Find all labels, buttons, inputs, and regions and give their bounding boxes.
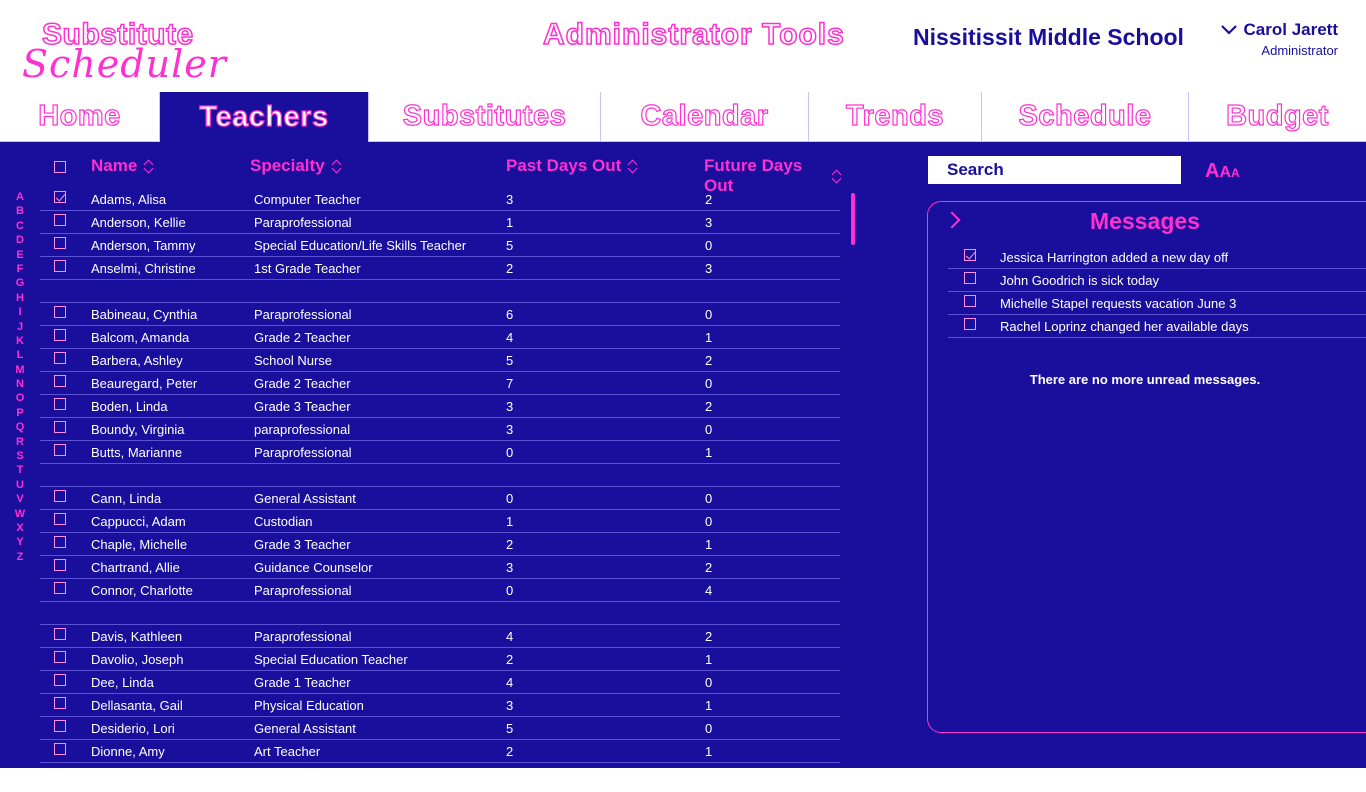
alphabet-letter[interactable]: P [16,406,24,419]
cell-name: Anderson, Tammy [91,238,196,253]
sort-icon [331,158,341,174]
message-checkbox[interactable] [964,318,976,330]
school-name: Nissitissit Middle School [913,24,1184,50]
user-menu[interactable] [1178,20,1338,58]
cell-future: 1 [705,652,713,667]
cell-name: Davolio, Joseph [91,652,184,667]
alphabet-letter[interactable]: G [15,277,25,290]
cell-past: 3 [506,560,514,575]
table-row[interactable] [40,349,840,372]
header [0,0,1366,92]
logo-top-text: Substitute [42,18,194,51]
cell-future: 0 [705,514,713,529]
font-size-small[interactable]: A [1231,166,1240,180]
cell-name: Cann, Linda [91,491,162,506]
cell-past: 5 [506,721,514,736]
column-header-name[interactable] [91,156,153,176]
cell-specialty: Computer Teacher [254,192,361,207]
cell-future: 0 [705,675,713,690]
row-checkbox[interactable] [54,651,66,663]
cell-past: 6 [506,307,514,322]
messages-list [948,246,1366,338]
cell-specialty: Paraprofessional [254,629,352,644]
table-row[interactable] [40,648,840,671]
cell-past: 2 [506,537,514,552]
table-row[interactable] [40,395,840,418]
main-nav [0,92,1366,142]
tab-budget[interactable]: Budget [1189,92,1366,142]
row-checkbox[interactable] [54,490,66,502]
cell-future: 1 [705,330,713,345]
table-row[interactable] [40,694,840,717]
row-checkbox[interactable] [54,674,66,686]
cell-specialty: Paraprofessional [254,583,352,598]
messages-panel [927,201,1366,733]
column-header-label: Name [91,156,138,175]
alphabet-letter[interactable]: V [16,493,24,506]
message-text: Michelle Stapel requests vacation June 3 [1000,296,1237,311]
cell-name: Dee, Linda [91,675,154,690]
cell-future: 0 [705,721,713,736]
cell-past: 0 [506,445,514,460]
cell-specialty: General Assistant [254,491,356,506]
cell-future: 2 [705,560,713,575]
cell-future: 1 [705,537,713,552]
cell-past: 1 [506,215,514,230]
alphabet-letter[interactable]: H [16,291,24,304]
cell-future: 1 [705,445,713,460]
cell-future: 0 [705,376,713,391]
cell-name: Dellasanta, Gail [91,698,183,713]
alphabet-letter[interactable]: A [16,191,24,203]
row-checkbox[interactable] [54,697,66,709]
row-checkbox[interactable] [54,536,66,548]
cell-future: 0 [705,307,713,322]
table-row[interactable] [40,740,840,763]
select-all-checkbox[interactable] [54,161,66,173]
cell-specialty: Special Education Teacher [254,652,408,667]
cell-name: Boundy, Virginia [91,422,185,437]
cell-specialty: Physical Education [254,698,364,713]
cell-name: Connor, Charlotte [91,583,193,598]
cell-future: 3 [705,215,713,230]
cell-past: 3 [506,422,514,437]
cell-name: Anselmi, Christine [91,261,196,276]
alphabet-letter[interactable]: T [16,464,24,477]
user-name: Carol Jarett [1243,20,1338,39]
cell-name: Cappucci, Adam [91,514,186,529]
alphabet-index [12,190,28,564]
row-checkbox[interactable] [54,743,66,755]
cell-past: 5 [506,353,514,368]
cell-specialty: Grade 3 Teacher [254,537,351,552]
row-checkbox[interactable] [54,329,66,341]
row-checkbox[interactable] [54,444,66,456]
cell-past: 3 [506,192,514,207]
message-text: Rachel Loprinz changed her available days [1000,319,1249,334]
cell-past: 1 [506,514,514,529]
cell-future: 2 [705,629,713,644]
cell-future: 0 [705,238,713,253]
alphabet-letter[interactable]: C [16,219,24,232]
row-checkbox[interactable] [54,421,66,433]
cell-future: 1 [705,744,713,759]
alphabet-letter[interactable]: R [16,435,24,448]
alphabet-letter[interactable]: X [16,521,24,534]
row-checkbox[interactable] [54,720,66,732]
alphabet-letter[interactable]: L [16,349,24,362]
alphabet-letter[interactable]: Z [16,550,24,563]
cell-name: Desiderio, Lori [91,721,175,736]
row-checkbox[interactable] [54,559,66,571]
cell-past: 2 [506,261,514,276]
cell-name: Anderson, Kellie [91,215,186,230]
alphabet-letter[interactable]: W [14,507,26,520]
column-header-label: Future Days Out [704,156,803,195]
table-row-spacer [40,602,840,625]
table-row[interactable] [40,487,840,510]
sort-icon [627,158,637,174]
row-checkbox[interactable] [54,582,66,594]
message-item[interactable] [948,246,1366,269]
cell-specialty: Grade 3 Teacher [254,399,351,414]
table-body [40,188,840,763]
tab-calendar[interactable]: Calendar [601,92,809,142]
cell-specialty: General Assistant [254,721,356,736]
cell-past: 4 [506,675,514,690]
message-item[interactable] [948,269,1366,292]
cell-specialty: Special Education/Life Skills Teacher [254,238,467,253]
table-row-spacer [40,280,840,303]
sort-icon [143,158,153,174]
font-size-large[interactable]: A [1205,160,1220,182]
cell-specialty: Custodian [254,514,313,529]
table-row[interactable] [40,533,840,556]
alphabet-letter[interactable]: Y [16,536,24,549]
search-input[interactable] [928,156,1181,184]
row-checkbox[interactable] [54,513,66,525]
table-row-spacer [40,464,840,487]
row-checkbox[interactable] [54,306,66,318]
footer-strip [0,768,1366,792]
cell-specialty: 1st Grade Teacher [254,261,361,276]
cell-specialty: Guidance Counselor [254,560,373,575]
table-scrollbar[interactable] [851,193,855,245]
table-row[interactable] [40,372,840,395]
cell-name: Barbera, Ashley [91,353,183,368]
table-row[interactable] [40,579,840,602]
cell-past: 4 [506,330,514,345]
cell-past: 5 [506,238,514,253]
tab-home[interactable]: Home [0,92,160,142]
cell-future: 4 [705,583,713,598]
user-role: Administrator [1261,43,1338,58]
alphabet-letter[interactable]: K [16,334,24,347]
tab-trends[interactable]: Trends [809,92,982,142]
teachers-table [40,154,840,759]
table-header [40,154,840,195]
table-row[interactable] [40,625,840,648]
page-title: Administrator Tools [543,18,845,51]
alphabet-letter[interactable]: N [16,378,24,391]
tab-schedule[interactable]: Schedule [982,92,1189,142]
cell-specialty: Grade 2 Teacher [254,376,351,391]
alphabet-letter[interactable]: B [16,205,24,218]
column-header-specialty[interactable] [250,156,341,176]
cell-name: Babineau, Cynthia [91,307,198,322]
row-checkbox[interactable] [54,191,66,203]
cell-specialty: School Nurse [254,353,333,368]
message-checkbox[interactable] [964,249,976,261]
cell-name: Dionne, Amy [91,744,165,759]
cell-specialty: paraprofessional [254,422,351,437]
font-size-medium[interactable]: A [1219,164,1232,181]
cell-name: Butts, Marianne [91,445,183,460]
cell-past: 0 [506,583,514,598]
cell-past: 4 [506,629,514,644]
cell-specialty: Grade 2 Teacher [254,330,351,345]
table-row[interactable] [40,303,840,326]
table-row[interactable] [40,257,840,280]
alphabet-letter[interactable]: U [16,478,24,491]
tab-substitutes[interactable]: Substitutes [369,92,601,142]
cell-past: 2 [506,652,514,667]
alphabet-letter[interactable]: D [16,234,24,247]
message-checkbox[interactable] [964,272,976,284]
cell-name: Balcom, Amanda [91,330,190,345]
cell-specialty: Grade 1 Teacher [254,675,351,690]
table-row[interactable] [40,556,840,579]
row-checkbox[interactable] [54,260,66,272]
cell-future: 0 [705,422,713,437]
row-checkbox[interactable] [54,237,66,249]
main-panel [0,142,1366,768]
message-item[interactable] [948,292,1366,315]
column-header-past-days-out[interactable] [506,156,637,176]
alphabet-letter[interactable]: O [15,392,25,405]
cell-name: Boden, Linda [91,399,168,414]
cell-past: 0 [506,491,514,506]
cell-name: Beauregard, Peter [91,376,198,391]
logo-bottom-text: Scheduler [22,42,227,86]
cell-past: 3 [506,399,514,414]
row-checkbox[interactable] [54,375,66,387]
table-row[interactable] [40,326,840,349]
row-checkbox[interactable] [54,628,66,640]
cell-name: Adams, Alisa [91,192,167,207]
row-checkbox[interactable] [54,352,66,364]
cell-name: Chartrand, Allie [91,560,180,575]
table-row[interactable] [40,671,840,694]
alphabet-letter[interactable]: Q [15,421,25,434]
app-logo[interactable] [22,18,227,86]
alphabet-letter[interactable]: F [16,262,24,275]
alphabet-letter[interactable]: M [15,363,25,376]
row-checkbox[interactable] [54,214,66,226]
alphabet-letter[interactable]: I [18,306,22,319]
table-row[interactable] [40,211,840,234]
alphabet-letter[interactable]: E [16,248,24,261]
table-row[interactable] [40,188,840,211]
tab-teachers[interactable]: Teachers [160,92,369,142]
alphabet-letter[interactable]: S [16,450,24,463]
message-text: John Goodrich is sick today [1000,273,1159,288]
cell-future: 2 [705,353,713,368]
cell-specialty: Paraprofessional [254,215,352,230]
table-row[interactable] [40,418,840,441]
column-header-label: Specialty [250,156,325,175]
cell-name: Chaple, Michelle [91,537,188,552]
messages-title: Messages [1090,208,1200,234]
table-row[interactable] [40,234,840,257]
cell-future: 2 [705,192,713,207]
cell-specialty: Art Teacher [254,744,321,759]
row-checkbox[interactable] [54,398,66,410]
cell-specialty: Paraprofessional [254,307,352,322]
alphabet-letter[interactable]: J [16,320,24,333]
font-size-control[interactable] [1205,160,1240,183]
table-row[interactable] [40,441,840,464]
cell-past: 2 [506,744,514,759]
cell-name: Davis, Kathleen [91,629,183,644]
table-row[interactable] [40,717,840,740]
cell-past: 3 [506,698,514,713]
cell-future: 0 [705,491,713,506]
cell-future: 1 [705,698,713,713]
message-item[interactable] [948,315,1366,338]
cell-future: 3 [705,261,713,276]
cell-specialty: Paraprofessional [254,445,352,460]
sort-icon [831,168,840,184]
message-text: Jessica Harrington added a new day off [1000,250,1229,265]
cell-past: 7 [506,376,514,391]
message-checkbox[interactable] [964,295,976,307]
messages-empty-note: There are no more unread messages. [1029,372,1261,387]
column-header-label: Past Days Out [506,156,622,175]
table-row[interactable] [40,510,840,533]
cell-future: 2 [705,399,713,414]
